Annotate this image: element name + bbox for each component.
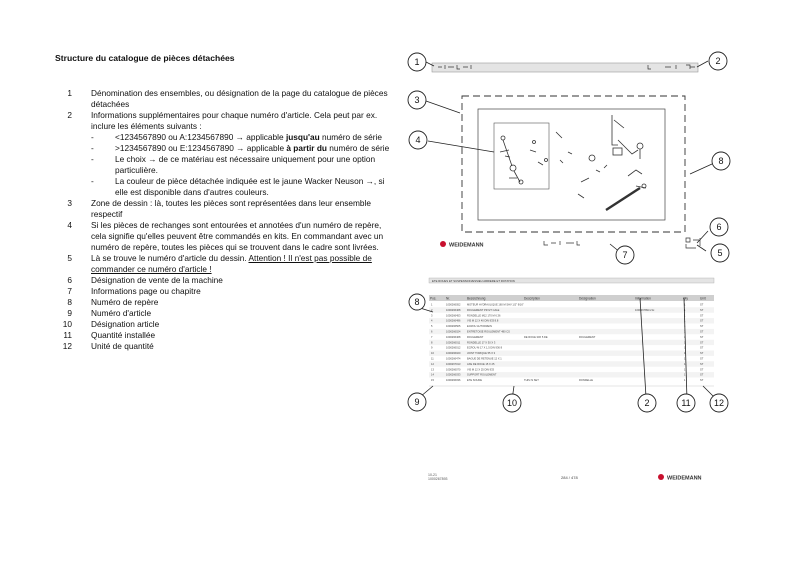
table-cell: 5 bbox=[431, 325, 433, 329]
item-number: 2 bbox=[67, 110, 72, 120]
table-cell: 1000266468 bbox=[446, 335, 461, 339]
sub-dash: - bbox=[91, 176, 94, 186]
table-cell: ST bbox=[700, 368, 704, 372]
item-number: 5 bbox=[67, 253, 72, 263]
column-header: Unit bbox=[700, 296, 706, 301]
item-text: Informations supplémentaires pour chaque numéro d'article. Cela peut par ex. inclure les éléments suivants : bbox=[91, 110, 378, 131]
callout-label: 1 bbox=[414, 57, 420, 67]
table-cell: RONDELLE bbox=[579, 379, 593, 383]
table-cell: AXE DE ROUE 15 X 25 bbox=[467, 362, 495, 366]
svg-text:WEIDEMANN: WEIDEMANN bbox=[449, 242, 484, 249]
table-cell: 3 bbox=[431, 314, 433, 318]
item-number: 1 bbox=[67, 88, 72, 98]
item-number: 7 bbox=[67, 286, 72, 296]
column-header: Description bbox=[524, 296, 540, 301]
item-text: Unité de quantité bbox=[91, 341, 154, 351]
table-cell: ST bbox=[700, 319, 704, 323]
page-footer bbox=[428, 473, 702, 482]
footer-date: 10-21 bbox=[428, 473, 437, 477]
table-cell: 1000266011 bbox=[446, 341, 461, 345]
table-cell: 12 bbox=[431, 362, 434, 366]
column-header: Qty bbox=[683, 296, 688, 301]
item-text: Informations page ou chapitre bbox=[91, 286, 201, 296]
table-cell: 1 bbox=[684, 319, 686, 323]
table-cell: ST bbox=[700, 352, 704, 356]
table-cell: VIS M 12 X 40 DIN 933 8.8 bbox=[467, 319, 499, 323]
table-cell: SUPPORT ROULEMENT bbox=[467, 373, 497, 377]
table-cell: 1000266033 bbox=[446, 373, 461, 377]
callout-label: 11 bbox=[681, 398, 691, 408]
callout-label: 12 bbox=[713, 398, 725, 408]
table-cell: 1000266070 bbox=[446, 368, 461, 372]
item-text: Si les pièces de rechanges sont entourées et annotées d'un numéro de repère, cela signifie qu'elles peuvent être commandés en kits. En commandant avec un numéro de repère, toutes les pièces qui se trouvent dans le cadre sont livrées. bbox=[91, 220, 384, 252]
table-cell: ST bbox=[700, 325, 704, 329]
table-cell: 1000266052 bbox=[446, 303, 461, 307]
table-cell: 4 bbox=[684, 335, 686, 339]
table-cell: ROULEMENT PR 9/7 CALE bbox=[467, 308, 500, 312]
item-text: Là se trouve le numéro d'article du dessin. Attention ! Il n'est pas possible de commander ce numéro d'article ! bbox=[91, 253, 372, 274]
table-cell: 1 bbox=[684, 368, 686, 372]
table-cell: 8 bbox=[431, 341, 433, 345]
item-text: Numéro de repère bbox=[91, 297, 159, 307]
table-cell: ST bbox=[700, 335, 704, 339]
item-number: 6 bbox=[67, 275, 72, 285]
sub-dash: - bbox=[91, 143, 94, 153]
item-number: 11 bbox=[63, 330, 72, 340]
table-cell: ENTRETOISE ROULEMENT 480 CS bbox=[467, 330, 510, 334]
weidemann-logo-icon bbox=[658, 474, 664, 480]
item-text: Désignation article bbox=[91, 319, 160, 329]
table-cell: 1000266505 bbox=[446, 325, 461, 329]
callout-label: 2 bbox=[644, 398, 650, 408]
header-bar bbox=[432, 63, 698, 72]
table-cell: 1000266024 bbox=[446, 330, 461, 334]
column-header: Nr. bbox=[446, 296, 451, 301]
table-cell: 1 bbox=[684, 379, 686, 383]
table-cell: 2 bbox=[431, 308, 433, 312]
table-cell: 14 bbox=[431, 373, 434, 377]
item-text: Dénomination des ensembles, ou désignation de la page du catalogue de pièces détachées bbox=[91, 88, 388, 109]
table-cell: 1000267893.2 E: bbox=[635, 308, 655, 312]
table-cell: 1 bbox=[684, 373, 686, 377]
table-cell: ST bbox=[700, 314, 704, 318]
sub-text: Le choix → de ce matériau est nécessaire uniquement pour une option particulière. bbox=[115, 154, 376, 175]
table-cell: 1000266468 bbox=[446, 308, 461, 312]
table-cell: 1 bbox=[684, 303, 686, 307]
warning-text: Attention ! Il n'est pas possible de commander ce numéro d'article ! bbox=[91, 253, 372, 274]
callout-label: 6 bbox=[716, 222, 722, 232]
table-cell: ST bbox=[700, 357, 704, 361]
table-cell: ROULEMENT bbox=[579, 335, 596, 339]
table-cell: 1000266036 bbox=[446, 379, 461, 383]
table-cell: 1000266012 bbox=[446, 346, 461, 350]
table-cell: 11 bbox=[431, 357, 434, 361]
item-number: 8 bbox=[67, 297, 72, 307]
table-cell: 1 bbox=[684, 314, 686, 318]
table-cell: ST bbox=[700, 379, 704, 383]
table-cell: 1000267013 bbox=[446, 362, 461, 366]
table-cell: RONDELLE 17 X 30 X 3 bbox=[467, 341, 496, 345]
table-cell: 1 bbox=[684, 357, 686, 361]
table-cell: 1000266453 bbox=[446, 314, 461, 318]
footer-id: 1000267893 bbox=[428, 477, 448, 481]
table-cell: ROULEMENT bbox=[467, 335, 484, 339]
table-cell: ST bbox=[700, 346, 704, 350]
item-text: Désignation de vente de la machine bbox=[91, 275, 223, 285]
weidemann-logo-top bbox=[440, 241, 484, 249]
drawing-frame bbox=[478, 109, 665, 220]
table-cell: 1000266496 bbox=[446, 319, 461, 323]
sub-dash: - bbox=[91, 154, 94, 164]
column-header: Pos. bbox=[430, 296, 437, 301]
table-rows bbox=[429, 303, 714, 383]
table-cell: VIS M 12 X 25 DIN 933 bbox=[467, 368, 494, 372]
table-cell: RONDELLE M12 170 M 6.36 bbox=[467, 314, 501, 318]
item-number: 3 bbox=[67, 198, 72, 208]
item-number: 4 bbox=[67, 220, 72, 230]
column-header: Désignation bbox=[579, 296, 596, 301]
table-cell: 7 bbox=[431, 335, 433, 339]
table-cell: JOINT TORIQUE 55 X 3 bbox=[467, 352, 496, 356]
table-title: ETE ROUES ET SUSPENSION/ESSIEU ARRIERE ET ROTATION bbox=[432, 279, 515, 283]
item-text: Numéro d'article bbox=[91, 308, 152, 318]
table-cell: 6 bbox=[431, 330, 433, 334]
table-cell: ST bbox=[700, 303, 704, 307]
table-cell: ST bbox=[700, 308, 704, 312]
table-cell: 10 bbox=[431, 352, 434, 356]
table-cell: BAGUE DE RETENUE 12 X 1 bbox=[467, 357, 502, 361]
table-cell: ECROU AUTOFREIN bbox=[467, 325, 492, 329]
table-cell: 13 bbox=[431, 368, 434, 372]
table-cell: 1 bbox=[684, 346, 686, 350]
page-title: Structure du catalogue de pièces détachées bbox=[55, 53, 235, 63]
table-cell: ST bbox=[700, 341, 704, 345]
table-cell: 1 bbox=[684, 330, 686, 334]
callout-label: 4 bbox=[415, 135, 421, 145]
column-header: Bezeichnung bbox=[467, 296, 486, 301]
table-cell: ST bbox=[700, 373, 704, 377]
item-number: 12 bbox=[62, 341, 72, 351]
callout-label: 5 bbox=[717, 248, 723, 258]
item-number: 9 bbox=[67, 308, 72, 318]
item-text: Quantité installée bbox=[91, 330, 156, 340]
footer-brand: WEIDEMANN bbox=[667, 475, 702, 482]
callout-label: 8 bbox=[414, 297, 420, 307]
callout-label: 9 bbox=[414, 397, 420, 407]
table-cell: 1 bbox=[684, 341, 686, 345]
column-header: Information bbox=[635, 296, 651, 301]
table-cell: ST bbox=[700, 362, 704, 366]
table-cell: MOTEUR HYDRAULIQUE 160 M SHV 1/2'' 9/16'' bbox=[467, 303, 524, 307]
item-number: 10 bbox=[62, 319, 72, 329]
table-cell: THIS IS SET bbox=[524, 379, 539, 383]
table-cell: 1 bbox=[684, 308, 686, 312]
callout-label: 2 bbox=[715, 56, 721, 66]
table-cell: ECROU M 17 X 1,5 DIN 936 8 bbox=[467, 346, 503, 350]
sub-text: <1234567890 ou A:1234567890 → applicable jusqu'au numéro de série bbox=[115, 132, 382, 142]
item-text: Zone de dessin : là, toutes les pièces sont représentées dans leur ensemble respectif bbox=[91, 198, 371, 219]
sub-dash: - bbox=[91, 132, 94, 142]
callout-label: 8 bbox=[718, 156, 724, 166]
sub-text: >1234567890 ou E:1234567890 → applicable à partir du numéro de série bbox=[115, 143, 390, 153]
table-cell: 1 bbox=[431, 303, 433, 307]
table-cell: ETE SOUDE bbox=[467, 379, 482, 383]
table-cell: 1 bbox=[684, 325, 686, 329]
table-cell: DE ROUE 30X 5 DE bbox=[524, 335, 548, 339]
table-cell: ST bbox=[700, 330, 704, 334]
table-cell: 9 bbox=[431, 346, 433, 350]
table-cell: 1 bbox=[684, 352, 686, 356]
sub-text: La couleur de pièce détachée indiquée est le jaune Wacker Neuson →, si elle est disponible dans d'autres couleurs. bbox=[115, 176, 385, 197]
callout-label: 7 bbox=[622, 250, 628, 260]
footer-page-number: 284 / 478 bbox=[561, 475, 578, 480]
callout-label: 3 bbox=[414, 95, 420, 105]
table-cell: 1 bbox=[684, 362, 686, 366]
callout-label: 10 bbox=[506, 398, 518, 408]
table-cell: 4 bbox=[431, 319, 433, 323]
table-cell: 1000266020 bbox=[446, 352, 461, 356]
table-cell: 15 bbox=[431, 379, 434, 383]
table-cell: 1000266474 bbox=[446, 357, 461, 361]
